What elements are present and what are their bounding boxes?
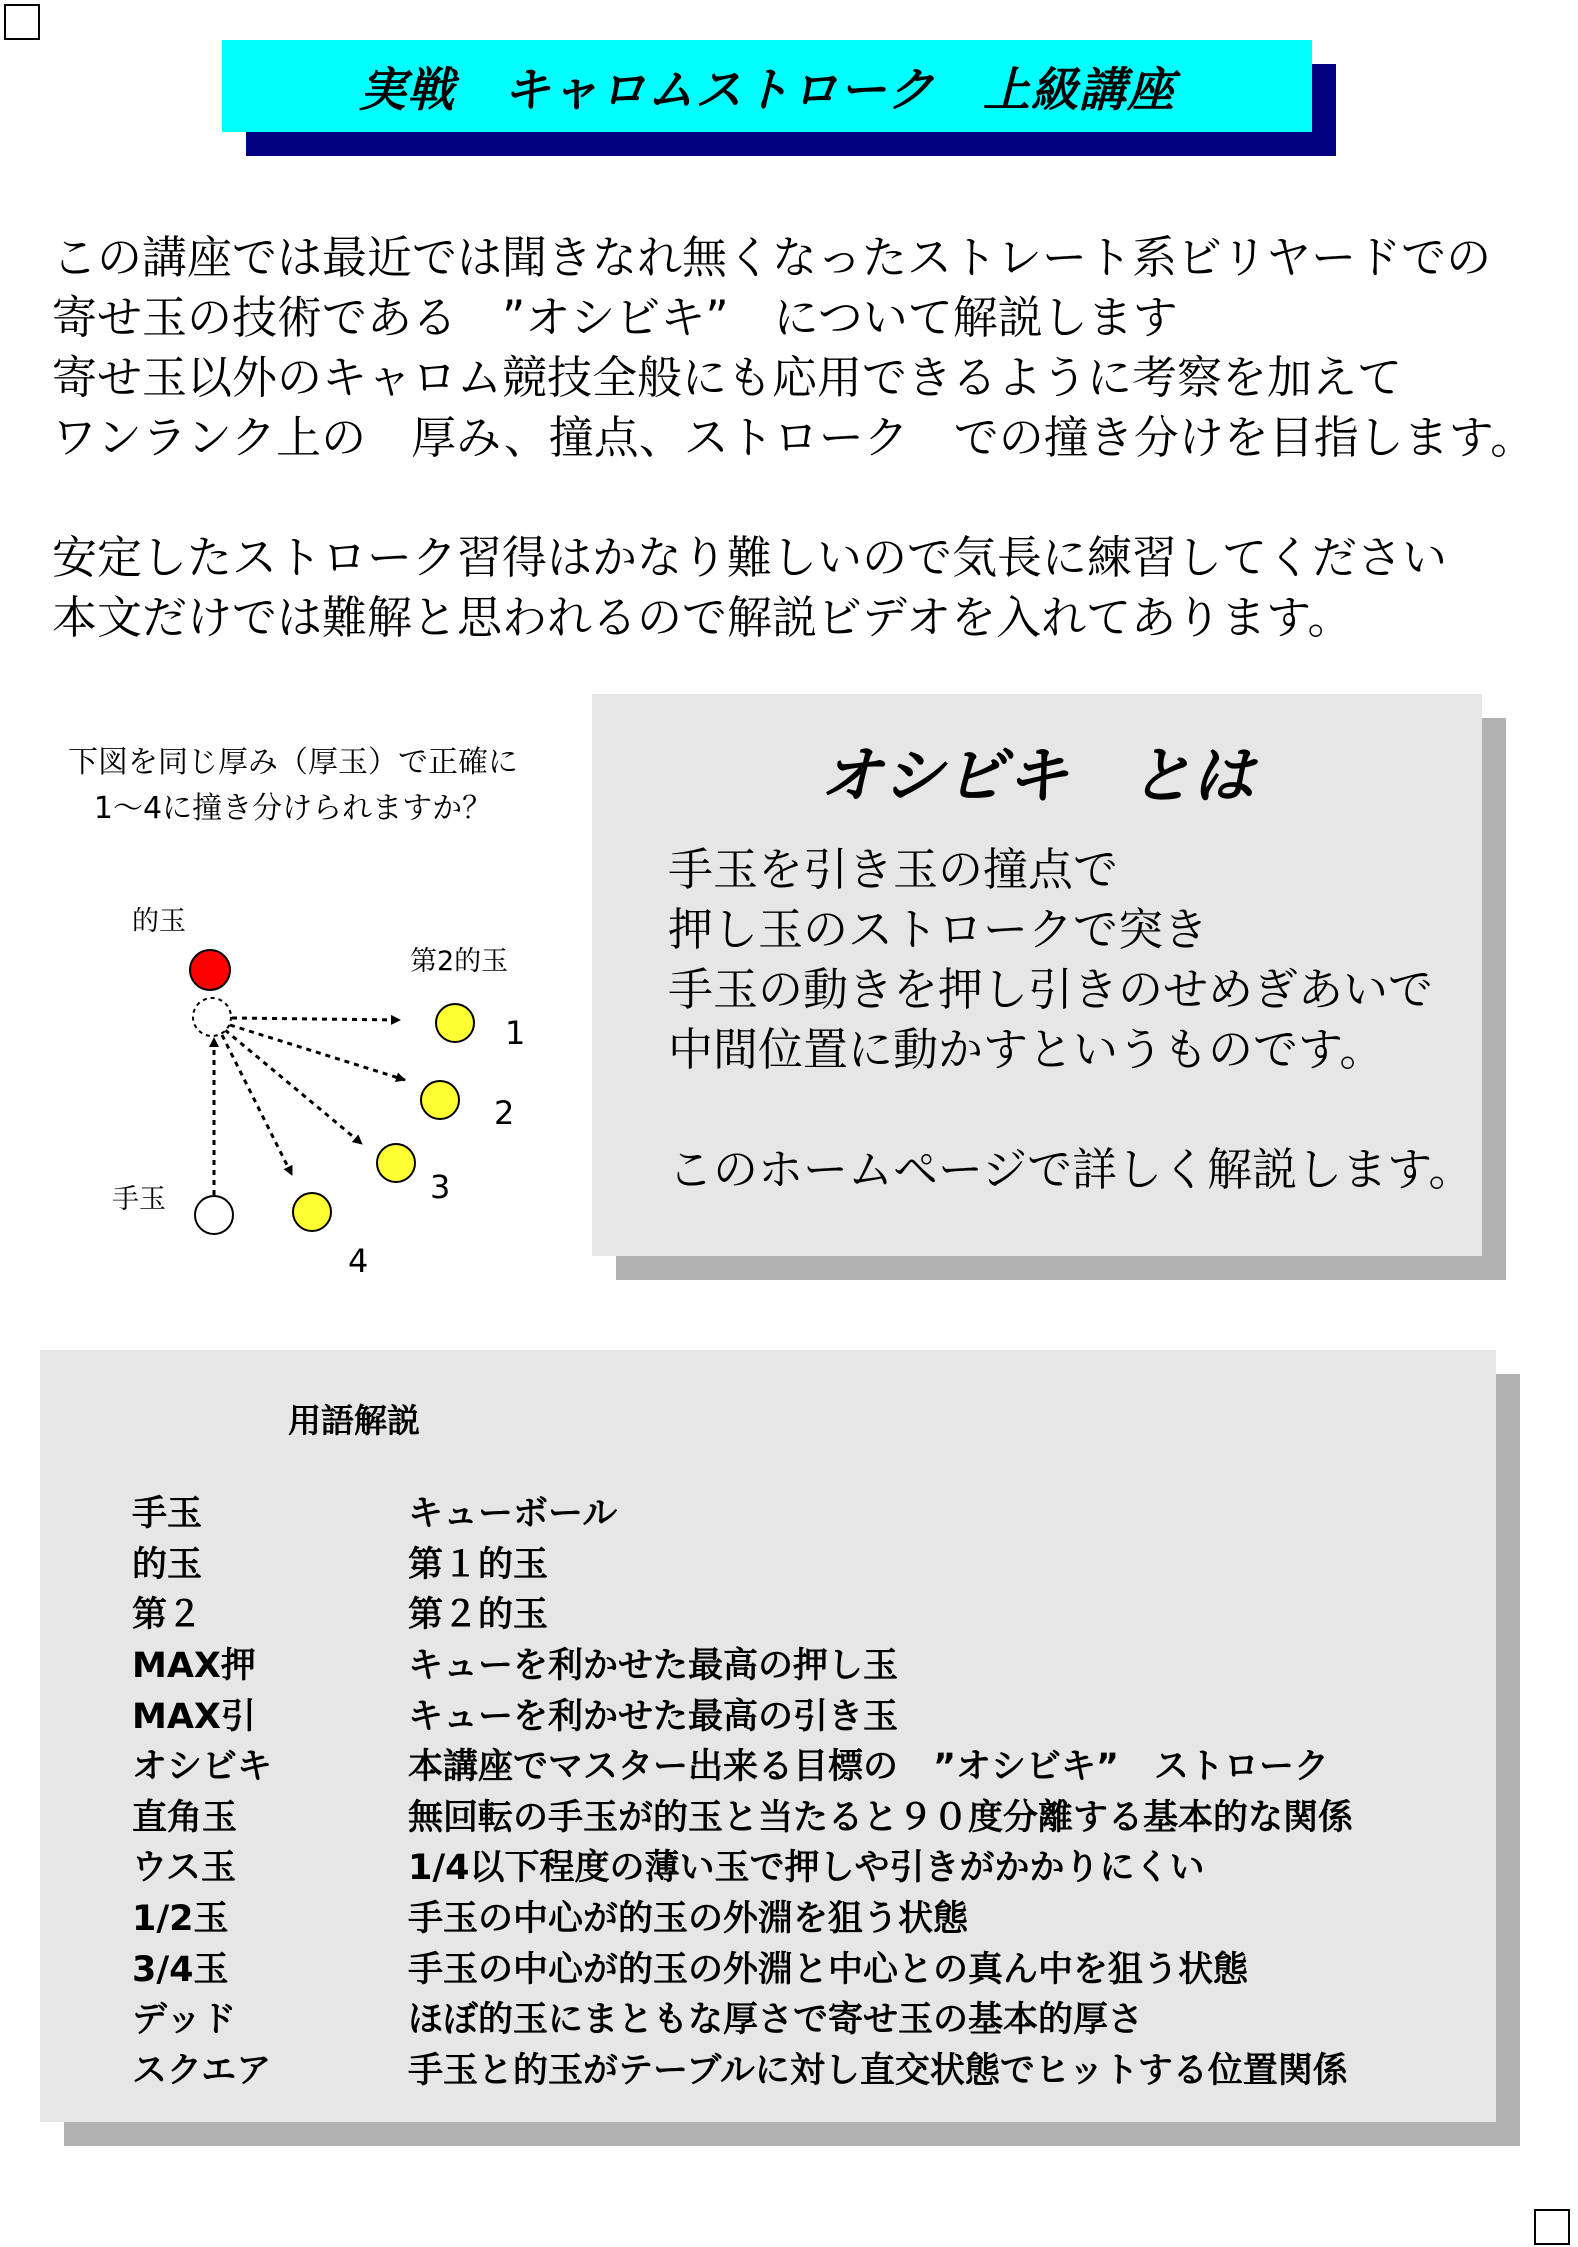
oshibiki-body: [668, 840, 1474, 1200]
glossary-term: 1/2玉: [132, 1899, 229, 1940]
title-banner: [222, 40, 1312, 132]
cue-ball-label: 手玉: [112, 1184, 166, 1215]
glossary-definition: 手玉の中心が的玉の外淵と中心との真ん中を狙う状態: [408, 1949, 1249, 1990]
question-line: 1～4に撞き分けられますか？: [93, 791, 493, 826]
intro-line: 安定したストローク習得はかなり難しいので気長に練習してください: [52, 531, 1448, 584]
oshibiki-line: 中間位置に動かすというものです。: [668, 1023, 1385, 1076]
glossary-row: [132, 1739, 1353, 1790]
glossary-term: 直角玉: [132, 1797, 238, 1838]
glossary-row: [132, 1638, 1353, 1689]
glossary-definition: キューを利かせた最高の押し玉: [408, 1646, 899, 1687]
glossary-definition: 1/4以下程度の薄い玉で押しや引きがかかりにくい: [408, 1848, 1205, 1889]
glossary-definition: 第２的玉: [408, 1595, 549, 1636]
glossary-row: [132, 1486, 1353, 1537]
glossary-row: [132, 1941, 1353, 1992]
glossary-row: [132, 1840, 1353, 1891]
intro-line: ワンランク上の 厚み、撞点、ストローク での撞き分けを目指します。: [52, 411, 1536, 464]
intro-line: この講座では最近では聞きなれ無くなったストレート系ビリヤードでの: [52, 231, 1492, 284]
oshibiki-footer: このホームページで詳しく解説します。: [668, 1143, 1474, 1196]
glossary-definition: 第１的玉: [408, 1544, 549, 1585]
glossary-term: デッド: [132, 2000, 237, 2041]
glossary-definition: キューを利かせた最高の引き玉: [408, 1696, 899, 1737]
page-title: 実戦 キャロムストローク 上級講座: [359, 62, 1175, 118]
intro-line: 寄せ玉の技術である ”オシビキ” について解説します: [52, 291, 1178, 344]
glossary-term: ウス玉: [132, 1848, 236, 1889]
target-label-3: 3: [430, 1168, 451, 1206]
glossary-term: 第２: [132, 1595, 203, 1636]
glossary-definition: ほぼ的玉にまともな厚さで寄せ玉の基本的厚さ: [408, 2000, 1144, 2041]
glossary-term: MAX引: [132, 1696, 256, 1737]
glossary-definition: 無回転の手玉が的玉と当たると９０度分離する基本的な関係: [408, 1797, 1354, 1838]
intro-line: 寄せ玉以外のキャロム競技全般にも応用できるように考察を加えて: [52, 351, 1403, 404]
glossary-row: [132, 2043, 1353, 2094]
target-ball-2: [421, 1081, 459, 1119]
glossary-list: [132, 1486, 1353, 2093]
glossary-row: [132, 1537, 1353, 1588]
glossary-term: 手玉: [132, 1494, 203, 1535]
glossary-heading: 用語解説: [288, 1401, 420, 1440]
glossary-definition: 本講座でマスター出来る目標の ”オシビキ” ストローク: [408, 1747, 1330, 1788]
target-label-4: 4: [348, 1242, 369, 1280]
glossary-definition: キューボール: [408, 1494, 618, 1535]
glossary-term: スクエア: [132, 2050, 272, 2091]
glossary-row: [132, 1891, 1353, 1942]
glossary-term: MAX押: [132, 1646, 256, 1687]
glossary-term: オシビキ: [132, 1747, 273, 1788]
target-ball-4: [293, 1193, 331, 1231]
arrow-to-target-2: [230, 1025, 405, 1080]
intro-text: [52, 228, 1535, 648]
cue-ball: [195, 1196, 233, 1234]
target-ball-1: [436, 1004, 474, 1042]
corner-marker-top-left: [4, 4, 40, 40]
glossary-term: 3/4玉: [132, 1949, 229, 1990]
oshibiki-line: 押し玉のストロークで突き: [668, 903, 1209, 956]
glossary-definition: 手玉と的玉がテーブルに対し直交状態でヒットする位置関係: [408, 2050, 1348, 2091]
object-ball: [190, 950, 230, 990]
object-ball-label: 的玉: [132, 906, 186, 937]
second-ball-label: 第2的玉: [410, 946, 509, 977]
glossary-definition: 手玉の中心が的玉の外淵を狙う状態: [408, 1899, 969, 1940]
glossary-row: [132, 1688, 1353, 1739]
arrow-to-target-1: [232, 1018, 400, 1020]
glossary-row: [132, 1790, 1353, 1841]
oshibiki-line: 手玉を引き玉の撞点で: [668, 843, 1119, 896]
arrow-to-target-3: [225, 1030, 362, 1144]
oshibiki-line: 手玉の動きを押し引きのせめぎあいで: [668, 963, 1434, 1016]
oshibiki-title: オシビキ とは: [819, 739, 1254, 812]
intro-line: 本文だけでは難解と思われるので解説ビデオを入れてあります。: [52, 591, 1353, 644]
ball-diagram: [0, 880, 600, 1300]
glossary-row: [132, 1587, 1353, 1638]
glossary-term: 的玉: [132, 1544, 203, 1585]
target-label-2: 2: [494, 1094, 515, 1132]
corner-marker-bottom-right: [1534, 2209, 1570, 2245]
contact-ghost-ball: [193, 998, 231, 1036]
target-ball-3: [377, 1144, 415, 1182]
target-label-1: 1: [505, 1014, 526, 1052]
diagram-question: [28, 740, 558, 832]
glossary-row: [132, 1992, 1353, 2043]
question-line: 下図を同じ厚み（厚玉）で正確に: [68, 745, 518, 780]
